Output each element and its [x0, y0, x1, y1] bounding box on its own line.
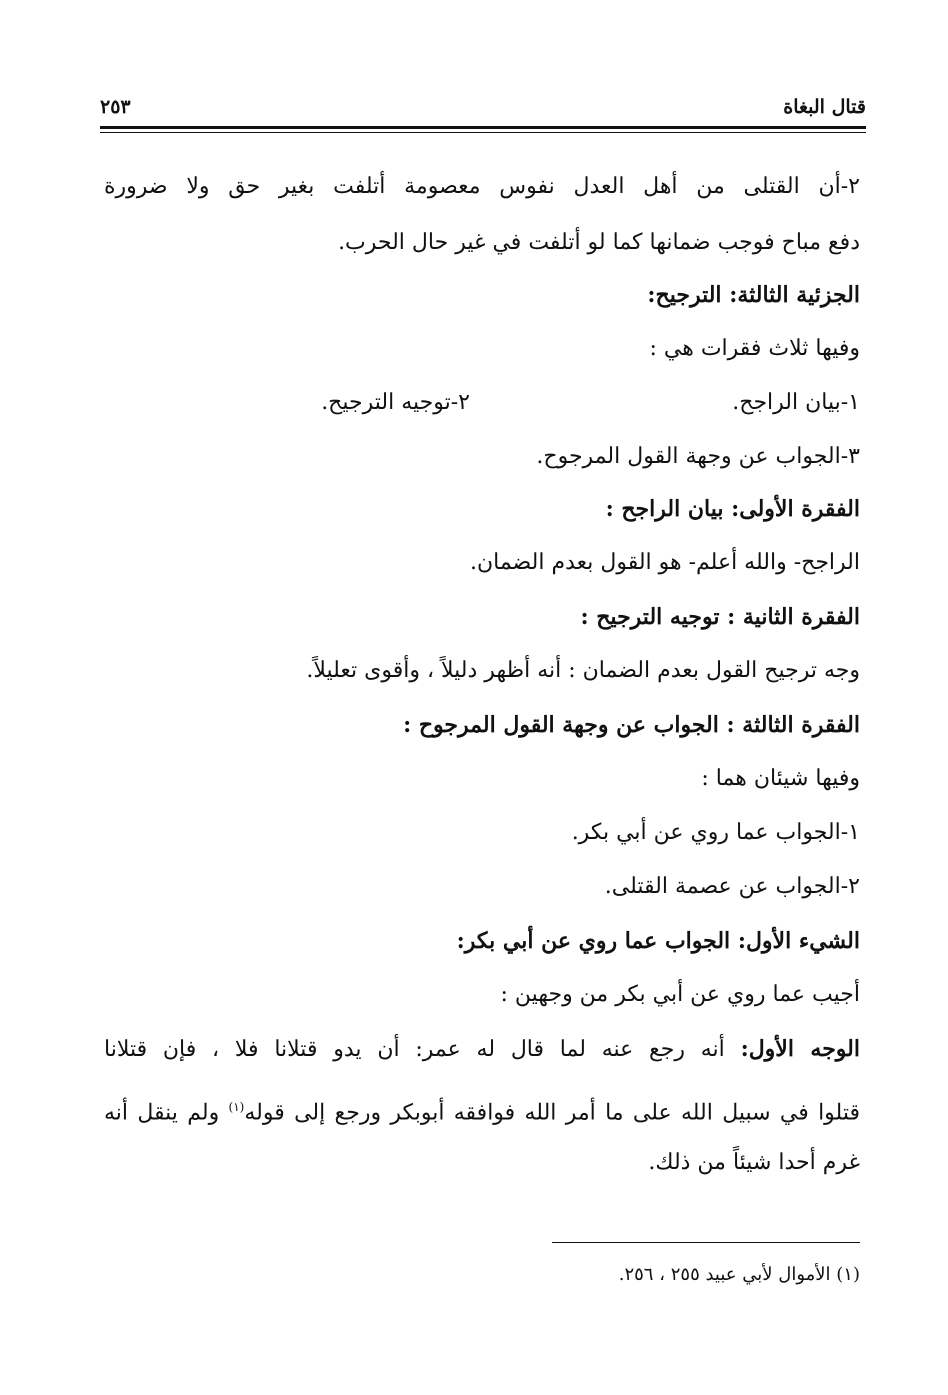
- paragraph-line: وفيها شيئان هما :: [701, 766, 860, 791]
- footnote-ref: (١): [228, 1100, 245, 1114]
- list-item: ٣-الجواب عن وجهة القول المرجوح.: [536, 444, 860, 469]
- list-item: ٢-الجواب عن عصمة القتلى.: [604, 874, 860, 899]
- paragraph-line: ٢-أن القتلى من أهل العدل نفوس معصومة أتلفت بغير حق ولا ضرورة: [104, 174, 860, 199]
- paragraph-line: أجيب عما روي عن أبي بكر من وجهين :: [500, 982, 860, 1007]
- running-title: قتال البغاة: [783, 96, 866, 118]
- paragraph-line: وفيها ثلاث فقرات هي :: [649, 336, 860, 361]
- list-item: ١-بيان الراجح.: [732, 390, 860, 415]
- face-label: الوجه الأول:: [740, 1036, 860, 1062]
- paragraph-text: ولم ينقل أنه: [104, 1100, 220, 1126]
- header-rule-thick: [100, 126, 866, 129]
- list-item: ٢-توجيه الترجيح.: [321, 390, 470, 415]
- paragraph-line: [104, 1092, 860, 1128]
- paragraph-line: [104, 1034, 860, 1065]
- header-rule-thin: [100, 132, 866, 133]
- paragraph-text: قتلوا في سبيل الله على ما أمر الله فوافقه أبوبكر ورجع إلى قوله: [244, 1100, 860, 1126]
- section-title: الجزئية الثالثة: الترجيح:: [647, 282, 860, 308]
- paragraph-line: غرم أحدا شيئاً من ذلك.: [648, 1150, 860, 1175]
- page-header: [100, 96, 866, 126]
- footnote: (١) الأموال لأبي عبيد ٢٥٥ ، ٢٥٦.: [618, 1264, 860, 1285]
- page-number: ٢٥٣: [100, 96, 131, 118]
- paragraph-line: الراجح- والله أعلم- هو القول بعدم الضمان.: [469, 550, 860, 575]
- list-item: ١-الجواب عما روي عن أبي بكر.: [571, 820, 860, 845]
- footnote-rule: [552, 1242, 860, 1243]
- paragraph-text: أنه رجع عنه لما قال له عمر: أن يدو قتلانا فلا ، فإن قتلانا: [104, 1037, 725, 1062]
- paragraph-line: وجه ترجيح القول بعدم الضمان : أنه أظهر دليلاً ، وأقوى تعليلاً.: [306, 658, 860, 683]
- subsection-title: الفقرة الثالثة : الجواب عن وجهة القول المرجوح :: [403, 712, 860, 738]
- subsection-title: الفقرة الثانية : توجيه الترجيح :: [580, 604, 860, 630]
- subsection-title: الفقرة الأولى: بيان الراجح :: [605, 496, 860, 522]
- subsection-title: الشيء الأول: الجواب عما روي عن أبي بكر:: [456, 928, 860, 954]
- paragraph-line: دفع مباح فوجب ضمانها كما لو أتلفت في غير حال الحرب.: [338, 230, 860, 255]
